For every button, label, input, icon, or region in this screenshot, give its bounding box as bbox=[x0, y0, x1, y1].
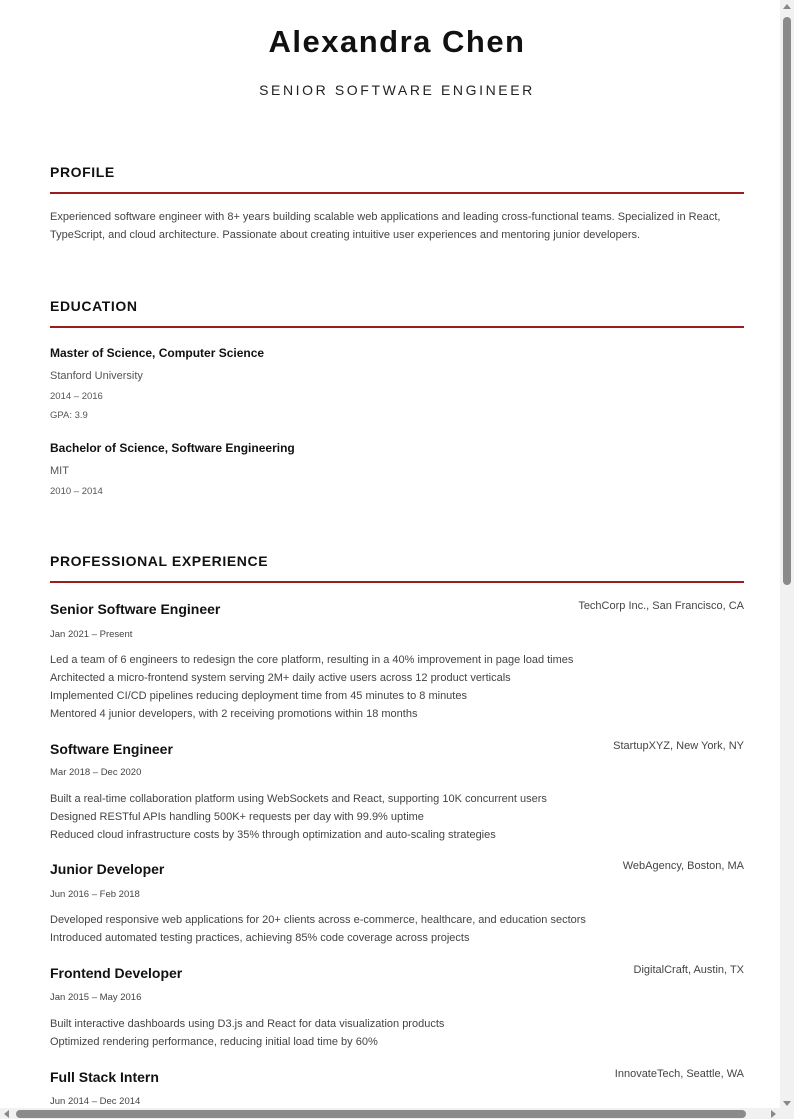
vertical-scroll-thumb[interactable] bbox=[783, 17, 791, 585]
achievement-item: Designed RESTful APIs handling 500K+ requests per day with 99.9% uptime bbox=[50, 811, 424, 823]
job-company: StartupXYZ, New York, NY bbox=[613, 740, 744, 752]
education-school: Stanford University bbox=[50, 370, 143, 382]
job-title: Software Engineer bbox=[50, 741, 173, 757]
candidate-name: Alexandra Chen bbox=[268, 24, 526, 59]
scroll-right-arrow-icon[interactable] bbox=[771, 1110, 776, 1118]
job-title: Full Stack Intern bbox=[50, 1069, 159, 1085]
scrollbar-corner bbox=[780, 1108, 794, 1119]
achievement-item: Built a real-time collaboration platform using WebSockets and React, supporting 10K concurrent users bbox=[50, 793, 547, 805]
education-heading: EDUCATION bbox=[50, 298, 138, 314]
job-title: Frontend Developer bbox=[50, 965, 183, 981]
education-dates: 2010 – 2014 bbox=[50, 486, 103, 497]
education-degree: Bachelor of Science, Software Engineering bbox=[50, 441, 295, 455]
education-school: MIT bbox=[50, 465, 69, 477]
achievement-item: Architected a micro-frontend system serving 2M+ daily active users across 12 product verticals bbox=[50, 672, 511, 684]
horizontal-scroll-thumb[interactable] bbox=[16, 1110, 746, 1118]
job-dates: Jun 2014 – Dec 2014 bbox=[50, 1096, 141, 1107]
job-company: TechCorp Inc., San Francisco, CA bbox=[578, 600, 744, 612]
achievement-item: Optimized rendering performance, reducing initial load time by 60% bbox=[50, 1036, 378, 1048]
achievement-item: Led a team of 6 engineers to redesign the core platform, resulting in a 40% improvement in page load times bbox=[50, 654, 574, 666]
job-achievements bbox=[50, 790, 744, 844]
achievement-item: Reduced cloud infrastructure costs by 35% through optimization and auto-scaling strategies bbox=[50, 829, 496, 841]
profile-summary: Experienced software engineer with 8+ years building scalable web applications and leading cross-functional teams. Specialized in React, TypeScript, and cloud architecture. Passionate about creating intuitive user experiences and mentoring junior developers. bbox=[50, 211, 721, 241]
job-dates: Mar 2018 – Dec 2020 bbox=[50, 767, 142, 778]
job-title: Senior Software Engineer bbox=[50, 601, 221, 617]
achievement-item: Developed responsive web applications for 20+ clients across e-commerce, healthcare, and education sectors bbox=[50, 914, 586, 926]
education-dates: 2014 – 2016 bbox=[50, 391, 103, 402]
scroll-down-arrow-icon[interactable] bbox=[783, 1101, 791, 1106]
job-company: DigitalCraft, Austin, TX bbox=[633, 964, 744, 976]
job-achievements bbox=[50, 1015, 744, 1051]
achievement-item: Built interactive dashboards using D3.js and React for data visualization products bbox=[50, 1018, 445, 1030]
job-dates: Jan 2021 – Present bbox=[50, 629, 133, 640]
scroll-up-arrow-icon[interactable] bbox=[783, 4, 791, 9]
job-company: WebAgency, Boston, MA bbox=[622, 860, 744, 872]
job-company: InnovateTech, Seattle, WA bbox=[614, 1068, 744, 1080]
scroll-left-arrow-icon[interactable] bbox=[4, 1110, 9, 1118]
job-dates: Jun 2016 – Feb 2018 bbox=[50, 889, 140, 900]
profile-divider bbox=[50, 192, 744, 194]
achievement-item: Introduced automated testing practices, achieving 85% code coverage across projects bbox=[50, 932, 470, 944]
education-divider bbox=[50, 326, 744, 328]
job-achievements bbox=[50, 651, 744, 723]
education-gpa: GPA: 3.9 bbox=[50, 410, 88, 421]
experience-heading: PROFESSIONAL EXPERIENCE bbox=[50, 553, 269, 569]
achievement-item: Mentored 4 junior developers, with 2 receiving promotions within 18 months bbox=[50, 708, 418, 720]
experience-divider bbox=[50, 581, 744, 583]
job-title: Junior Developer bbox=[50, 861, 165, 877]
horizontal-scrollbar[interactable] bbox=[0, 1108, 780, 1119]
job-dates: Jan 2015 – May 2016 bbox=[50, 992, 142, 1003]
profile-heading: PROFILE bbox=[50, 164, 115, 180]
candidate-title: SENIOR SOFTWARE ENGINEER bbox=[259, 82, 535, 98]
achievement-item: Implemented CI/CD pipelines reducing deployment time from 45 minutes to 8 minutes bbox=[50, 690, 467, 702]
job-achievements bbox=[50, 911, 744, 947]
education-degree: Master of Science, Computer Science bbox=[50, 346, 265, 360]
vertical-scrollbar[interactable] bbox=[780, 0, 794, 1108]
